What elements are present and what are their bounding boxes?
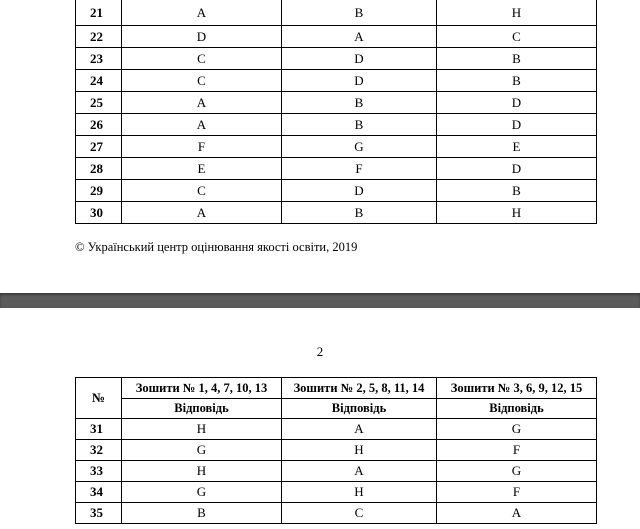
question-number: 21: [76, 0, 122, 26]
question-number: 29: [76, 180, 122, 202]
table-row: [76, 419, 597, 440]
answer-cell: F: [437, 482, 597, 503]
table-row: [76, 26, 597, 48]
answer-cell: A: [122, 92, 282, 114]
table-row: [76, 461, 597, 482]
question-number: 27: [76, 136, 122, 158]
table-row: [76, 136, 597, 158]
question-number: 33: [76, 461, 122, 482]
answer-cell: A: [122, 202, 282, 224]
table-row: [76, 70, 597, 92]
answer-cell: B: [282, 114, 437, 136]
table-row: [76, 440, 597, 461]
answer-cell: G: [282, 136, 437, 158]
answer-cell: G: [437, 461, 597, 482]
answer-cell: C: [122, 48, 282, 70]
table-row: [76, 202, 597, 224]
answer-cell: D: [437, 92, 597, 114]
answer-cell: C: [122, 70, 282, 92]
answer-cell: F: [122, 136, 282, 158]
question-number: 30: [76, 202, 122, 224]
column-header-group-2: Зошити № 2, 5, 8, 11, 14: [282, 378, 437, 399]
answer-cell: E: [122, 158, 282, 180]
table-header-row: [76, 378, 597, 399]
question-number: 26: [76, 114, 122, 136]
question-number: 25: [76, 92, 122, 114]
answer-cell: B: [437, 70, 597, 92]
column-header-group-3: Зошити № 3, 6, 9, 12, 15: [437, 378, 597, 399]
answer-cell: A: [282, 461, 437, 482]
question-number: 31: [76, 419, 122, 440]
column-subheader-answer: Відповідь: [282, 399, 437, 419]
answer-cell: H: [122, 461, 282, 482]
answers-table: [75, 377, 597, 524]
copyright-notice: © Український центр оцінювання якості освіти, 2019: [75, 240, 358, 254]
question-number: 34: [76, 482, 122, 503]
answer-cell: B: [437, 180, 597, 202]
question-number: 22: [76, 26, 122, 48]
answer-cell: H: [282, 482, 437, 503]
answer-cell: D: [282, 180, 437, 202]
answer-cell: H: [282, 440, 437, 461]
page-separator: [0, 293, 640, 308]
answer-cell: G: [122, 482, 282, 503]
answer-cell: H: [437, 0, 597, 26]
answer-cell: B: [122, 503, 282, 524]
answer-cell: E: [437, 136, 597, 158]
answer-cell: A: [437, 503, 597, 524]
answer-cell: F: [437, 440, 597, 461]
answer-cell: G: [122, 440, 282, 461]
page-number: 2: [316, 344, 324, 359]
answer-cell: B: [437, 48, 597, 70]
answer-cell: D: [282, 70, 437, 92]
table-row: [76, 114, 597, 136]
table-row: [76, 92, 597, 114]
table-subheader-row: [76, 399, 597, 419]
table-row: [76, 180, 597, 202]
answer-cell: F: [282, 158, 437, 180]
answer-cell: A: [122, 114, 282, 136]
column-header-number: №: [76, 378, 122, 419]
answer-cell: D: [437, 114, 597, 136]
table-row: [76, 0, 597, 26]
answer-cell: H: [122, 419, 282, 440]
column-header-group-1: Зошити № 1, 4, 7, 10, 13: [122, 378, 282, 399]
answer-cell: C: [282, 503, 437, 524]
answer-cell: H: [437, 202, 597, 224]
answers-table-continued: [75, 0, 597, 224]
page-2: [0, 308, 640, 529]
column-subheader-answer: Відповідь: [437, 399, 597, 419]
answer-cell: A: [122, 0, 282, 26]
answer-cell: B: [282, 202, 437, 224]
answer-cell: A: [282, 26, 437, 48]
table-row: [76, 503, 597, 524]
question-number: 32: [76, 440, 122, 461]
answer-cell: A: [282, 419, 437, 440]
question-number: 28: [76, 158, 122, 180]
answer-cell: C: [437, 26, 597, 48]
answer-cell: G: [437, 419, 597, 440]
answer-cell: D: [282, 48, 437, 70]
answer-cell: D: [437, 158, 597, 180]
question-number: 23: [76, 48, 122, 70]
table-row: [76, 48, 597, 70]
answer-cell: D: [122, 26, 282, 48]
column-subheader-answer: Відповідь: [122, 399, 282, 419]
table-row: [76, 482, 597, 503]
question-number: 35: [76, 503, 122, 524]
question-number: 24: [76, 70, 122, 92]
answer-cell: B: [282, 0, 437, 26]
answer-cell: C: [122, 180, 282, 202]
answer-cell: B: [282, 92, 437, 114]
table-row: [76, 158, 597, 180]
